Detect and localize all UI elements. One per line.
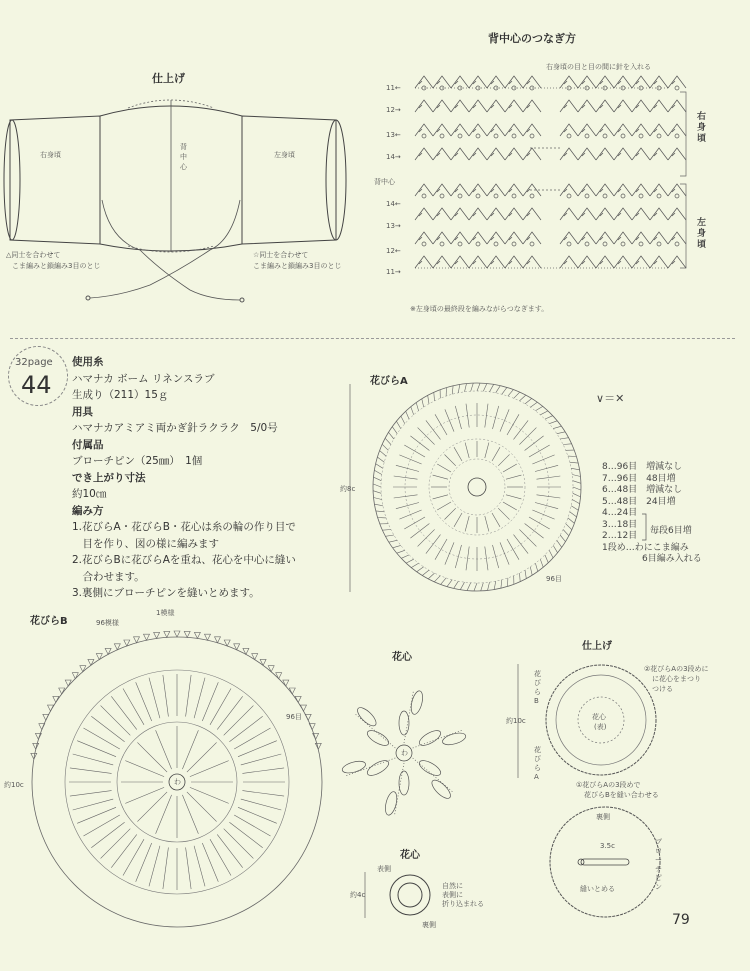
parts-line: ブローチピン（25㎜） 1個: [72, 455, 203, 467]
back-title: 裏側: [596, 813, 610, 821]
row-5: 5…48目 24目増: [602, 496, 676, 507]
row-12-upper: 12→: [386, 106, 401, 114]
method-step-2: 2.花びらBに花びらAを重ね、花心を中心に縫い: [72, 554, 296, 566]
bracket-note: 毎段6目増: [650, 526, 692, 536]
page-badge: [8, 346, 68, 406]
petal-a-title: 花びらA: [370, 376, 408, 387]
petal-b-dim: 約10c: [4, 781, 24, 789]
row-11-lower: 11→: [386, 268, 401, 276]
row-11-upper: 11←: [386, 84, 401, 92]
finish-title: 仕上げ: [582, 641, 612, 652]
join-top-note: 右身頃の目と目の間に針を入れる: [546, 63, 651, 71]
method-step-2b: 合わせます。: [72, 570, 145, 583]
finish-note-1a: ①花びらAの3段めで: [576, 781, 641, 789]
petal-b-top-label: 96模様: [96, 619, 119, 627]
row-14-upper: 14→: [386, 153, 401, 161]
row-14-lower: 14←: [386, 200, 401, 208]
note-line-2: 表側に: [442, 891, 463, 899]
tool-heading: 用具: [72, 405, 93, 418]
yarn-line-1: ハマナカ ボーム リネンスラブ: [72, 372, 215, 385]
note-line-1: 自然に: [442, 882, 463, 890]
finish-note-2c: つける: [652, 685, 673, 693]
legend-equals: ＝: [604, 392, 616, 405]
petal-b-title: 花びらB: [30, 616, 68, 627]
note-line-3: 折り込まれる: [442, 900, 484, 908]
finish-center-sub: (表): [594, 723, 607, 731]
center-flower-title: 花心: [392, 652, 412, 663]
note-right-2: こま編みと鎖編み3目のとじ: [253, 262, 342, 270]
center-small-title: 花心: [400, 850, 420, 861]
finish-top-title: 仕上げ: [152, 72, 185, 85]
badge-number: 44: [21, 371, 52, 399]
row-6: 6…48目 増減なし: [602, 485, 683, 495]
method-heading: 編み方: [72, 504, 104, 517]
row-4: 4…24目: [602, 508, 638, 518]
yarn-heading: 使用糸: [72, 356, 104, 368]
row-1b: 6目編み入れる: [642, 554, 702, 564]
finish-note-2: [644, 664, 709, 694]
sew-label: 縫いとめる: [580, 885, 615, 893]
finish-petal-b: 花びらB: [534, 670, 541, 705]
row-13-lower: 13→: [386, 222, 401, 230]
finish-center: 花心: [592, 713, 606, 721]
petal-a-rows: [602, 462, 702, 566]
legend-symbol: ∨＝✕: [596, 392, 625, 405]
row-13-upper: 13←: [386, 131, 401, 139]
petal-b-side-label: 96目: [286, 713, 302, 721]
petal-b-center: わ: [174, 778, 181, 786]
row-8: 8…96目 増減なし: [602, 462, 683, 472]
method-step-1: 1.花びらA・花びらB・花心は糸の輪の作り目で: [72, 521, 296, 533]
row-2: 2…12目: [602, 531, 638, 541]
row-3: 3…18目: [602, 519, 638, 530]
center-back-row: 背中心: [374, 178, 395, 186]
petal-a-dim: 約8c: [340, 485, 356, 493]
badge-page: 32page: [15, 357, 53, 368]
note-left-2: こま編みと鎖編み3目のとじ: [12, 262, 101, 270]
finish-note-2a: ②花びらAの3段めに: [644, 665, 709, 673]
size-line: 約10㎝: [72, 488, 107, 500]
pin-label: ブローチピン: [655, 838, 662, 891]
parts-heading: 付属品: [72, 438, 104, 451]
center-small-dim: 約4c: [350, 891, 366, 899]
info-block: [72, 354, 332, 602]
note-right-1: ☆同士を合わせて: [253, 251, 309, 259]
center-small-back: 裏側: [422, 921, 436, 929]
size-heading: でき上がり寸法: [72, 471, 146, 484]
right-body-label: 右身頃: [40, 151, 61, 159]
center-back-label: 背中心: [180, 143, 187, 171]
left-body-label: 左身頃: [274, 151, 295, 159]
method-step-1b: 目を作り、図の様に編みます: [72, 537, 219, 550]
pin-dim: 3.5c: [600, 842, 615, 850]
petal-b-top-label2: 1模様: [156, 609, 175, 617]
note-left-1: △同士を合わせて: [6, 251, 61, 259]
tool-line: ハマナカアミアミ両かぎ針ラクラク 5/0号: [72, 422, 278, 434]
center-small-front: 表側: [377, 865, 391, 873]
center-flower-ring: わ: [401, 749, 408, 757]
join-title: 背中心のつなぎ方: [488, 32, 576, 45]
center-small-note: [442, 882, 484, 909]
finish-petal-a: 花びらA: [534, 746, 541, 781]
side-left-label: 左身頃: [697, 218, 707, 250]
finish-note-1: [576, 780, 659, 800]
yarn-line-2: 生成り（211）15ｇ: [72, 389, 169, 401]
row-1: 1段め…わにこま編み: [602, 542, 689, 553]
side-right-label: 右身頃: [697, 112, 707, 144]
join-bottom-note: ※左身頃の最終段を編みながらつなぎます。: [410, 305, 549, 313]
row-12-lower: 12←: [386, 247, 401, 255]
method-step-3: 3.裏側にブローチピンを縫いとめます。: [72, 587, 260, 599]
finish-note-2b: に花心をまつり: [652, 675, 701, 683]
finish-note-1b: 花びらBを縫い合わせる: [584, 791, 659, 799]
section-divider: [10, 338, 735, 339]
petal-a-count: 96目: [546, 575, 562, 583]
row-7: 7…96目 48目増: [602, 473, 676, 484]
page-number: 79: [672, 912, 690, 928]
finish-dim: 約10c: [506, 717, 526, 725]
